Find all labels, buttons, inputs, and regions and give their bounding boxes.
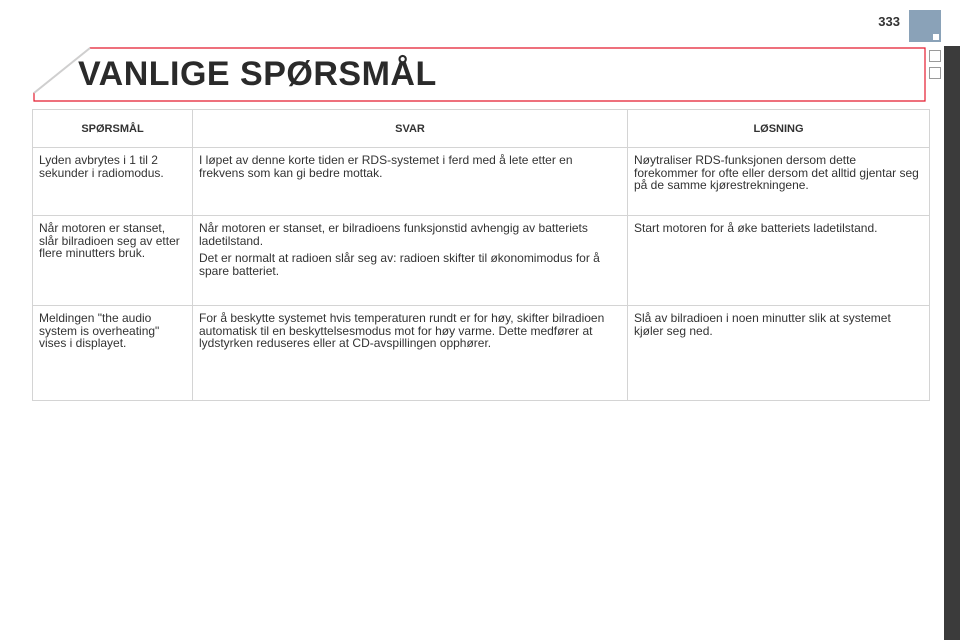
table-row	[33, 306, 930, 401]
table-header-row	[33, 110, 930, 148]
solution-cell: Slå av bilradioen i noen minutter slik at systemet kjøler seg ned.	[628, 306, 930, 401]
column-header-solution: LØSNING	[628, 110, 930, 148]
answer-cell	[193, 148, 628, 216]
page-number: 333	[878, 14, 900, 29]
page-title: VANLIGE SPØRSMÅL	[78, 55, 437, 93]
checkbox-marker-2	[929, 67, 941, 79]
column-header-answer: SVAR	[193, 110, 628, 148]
table-row	[33, 216, 930, 306]
answer-paragraph: For å beskytte systemet hvis temperaturen rundt er for høy, skifter bilradioen automatisk til en beskyttelsesmodus mot for høy varme. Dette medfører at lydstyrken reduseres eller at CD-avspillingen opphører.	[199, 311, 605, 350]
question-cell: Meldingen "the audio system is overheating" vises i displayet.	[33, 306, 193, 401]
tab-marker-dot	[933, 34, 939, 40]
solution-cell: Start motoren for å øke batteriets ladetilstand.	[628, 216, 930, 306]
answer-paragraph: Det er normalt at radioen slår seg av: radioen skifter til økonomimodus for å spare batteriet.	[199, 251, 600, 278]
faq-table	[32, 109, 930, 401]
question-cell: Når motoren er stanset, slår bilradioen seg av etter flere minutters bruk.	[33, 216, 193, 306]
answer-cell	[193, 306, 628, 401]
answer-cell	[193, 216, 628, 306]
checkbox-marker-1	[929, 50, 941, 62]
answer-paragraph: I løpet av denne korte tiden er RDS-systemet i ferd med å lete etter en frekvens som kan gi bedre mottak.	[199, 153, 573, 180]
right-edge-bar	[944, 46, 960, 640]
question-cell: Lyden avbrytes i 1 til 2 sekunder i radiomodus.	[33, 148, 193, 216]
table-row	[33, 148, 930, 216]
answer-paragraph: Når motoren er stanset, er bilradioens funksjonstid avhengig av batteriets ladetilstand.	[199, 221, 588, 248]
column-header-question: SPØRSMÅL	[33, 110, 193, 148]
solution-cell: Nøytraliser RDS-funksjonen dersom dette forekommer for ofte eller dersom det alltid gjentar seg på de samme kjørestrekningene.	[628, 148, 930, 216]
